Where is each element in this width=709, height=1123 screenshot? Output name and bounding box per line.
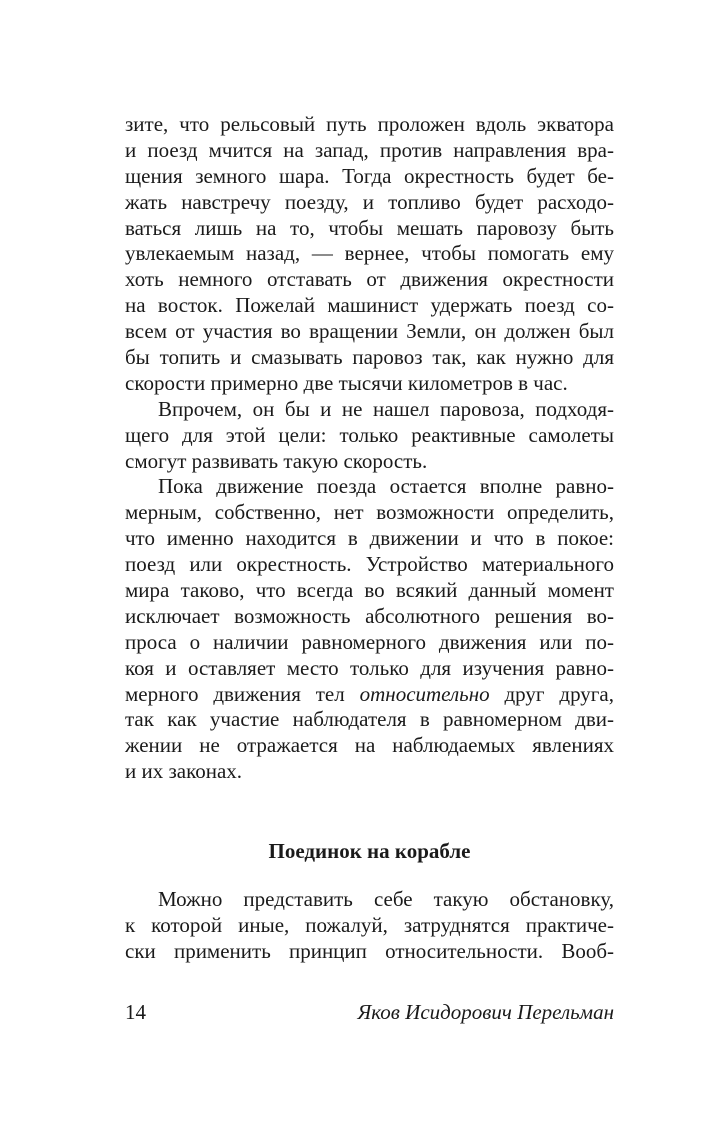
text-line: так как участие наблюдателя в равномерном дви- <box>125 707 614 732</box>
text-line: что именно находится в движении и что в покое: <box>125 526 614 551</box>
text-fragment: мерного движения тел <box>125 681 360 706</box>
text-line: и их законах. <box>125 759 243 784</box>
text-line: увлекаемым назад, — вернее, чтобы помогать ему <box>125 241 614 266</box>
text-line: Впрочем, он бы и не нашел паровоза, подходя- <box>158 396 614 421</box>
text-fragment: друг друга, <box>489 681 614 706</box>
page-footer <box>125 998 614 1026</box>
text-line: Пока движение поезда остается вполне равно- <box>158 474 614 499</box>
text-line: зите, что рельсовый путь проложен вдоль экватора <box>125 112 614 136</box>
text-line: мира таково, что всегда во всякий данный момент <box>125 578 614 603</box>
text-line: к которой иные, пожалуй, затруднятся практиче- <box>125 912 614 937</box>
running-footer-author: Яков Исидорович Перельман <box>357 1000 614 1024</box>
section-heading: Поединок на корабле <box>268 839 471 863</box>
page-number: 14 <box>125 1000 146 1024</box>
text-line: скорости примерно две тысячи километров в час. <box>125 370 568 395</box>
text-line: ваться лишь на то, чтобы мешать паровозу быть <box>125 215 614 240</box>
text-line: и поезд мчится на запад, против направления вра- <box>125 137 614 162</box>
text-line: мерным, собственно, нет возможности определить, <box>125 500 614 525</box>
main-text-continued <box>125 887 614 965</box>
emphasized-word: относительно <box>359 681 490 706</box>
text-line: проса о наличии равномерного движения или по- <box>125 629 614 654</box>
text-line: щего для этой цели: только реактивные самолеты <box>125 422 614 447</box>
text-line: поезд или окрестность. Устройство материального <box>125 552 614 577</box>
text-line: бы топить и смазывать паровоз так, как нужно для <box>125 345 614 370</box>
paragraph <box>125 474 614 785</box>
text-line: жении не отражается на наблюдаемых явлениях <box>125 733 614 758</box>
text-line: смогут развивать такую скорость. <box>125 448 428 473</box>
text-line: исключает возможность абсолютного решения во- <box>125 603 614 628</box>
text-line: щения земного шара. Тогда окрестность будет бе- <box>125 163 614 188</box>
text-line-with-emphasis <box>125 682 614 708</box>
text-line: на восток. Пожелай машинист удержать поезд со- <box>125 293 614 318</box>
text-line: хоть немного отставать от движения окрестности <box>125 267 614 292</box>
text-line: коя и оставляет место только для изучения равно- <box>125 655 614 680</box>
paragraph <box>125 112 614 397</box>
text-line: Можно представить себе такую обстановку, <box>158 887 614 911</box>
text-line: жать навстречу поезду, и топливо будет расходо- <box>125 189 614 214</box>
text-line: ски применить принцип относительности. Вооб- <box>125 938 614 963</box>
main-text <box>125 112 614 785</box>
paragraph <box>125 887 614 965</box>
text-line: всем от участия во вращении Земли, он должен был <box>125 319 614 344</box>
paragraph <box>125 397 614 475</box>
